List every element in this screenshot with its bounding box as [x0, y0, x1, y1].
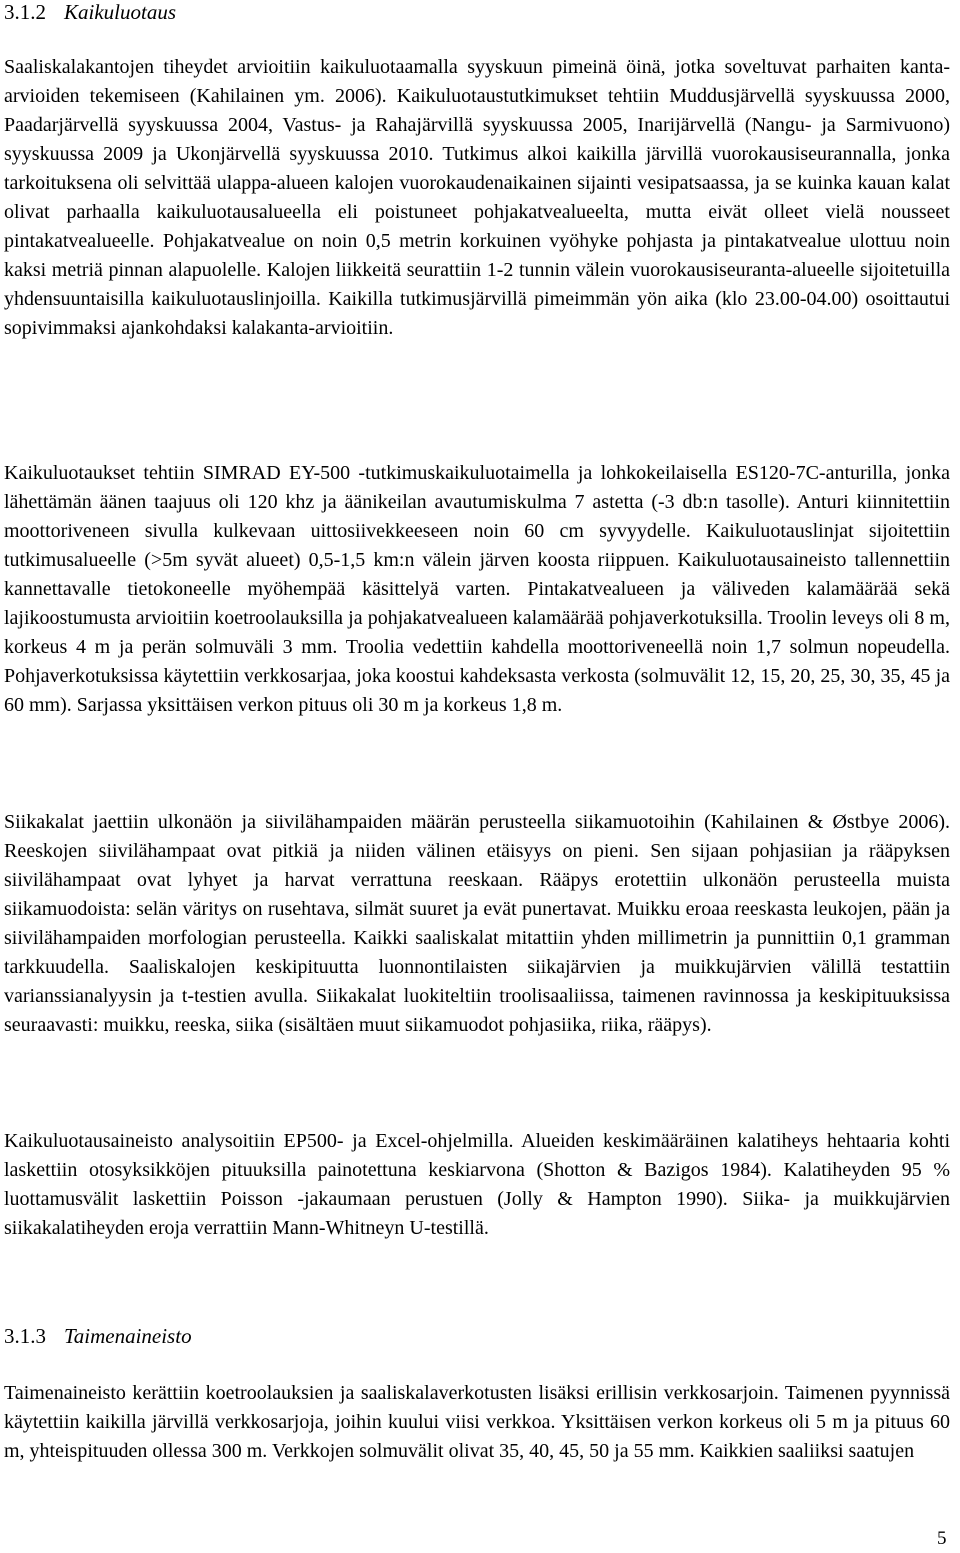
paragraph-density-estimation: Saaliskalakantojen tiheydet arvioitiin kaikuluotaamalla syyskuun pimeinä öinä, jotka soveltuvat parhaiten kanta-arvioiden tekemiseen (Kahilainen ym. 2006). Kaikuluotaustutkimukset tehtiin Muddusjärvellä syyskuussa 2000, Paadarjärvellä syyskuussa 2004, Vastus- ja Rahajärvillä syyskuussa 2005, Inarijärvellä (Nangu- ja Sarmivuono) syyskuussa 2009 ja Ukonjärvellä syyskuussa 2010. Tutkimus alkoi kaikilla järvillä vuorokausiseurannalla, jonka tarkoituksena oli selvittää ulappa-alueen kalojen vuorokaudenaikainen sijainti vesipatsaassa, ja se kuinka kauan kalat olivat parhaalla kaikuluotausalueella eli poistuneet pohjakatvealueelta, mutta eivät olleet vielä nousseet pintakatvealueelle. Pohjakatvealue on noin 0,5 metrin korkuinen vyöhyke pohjasta ja pintakatvealue ulottuu noin kaksi metriä pinnan alapuolelle. Kalojen liikkeitä seurattiin 1-2 tunnin välein vuorokausiseuranta-alueelle sijoitetuilla yhdensuuntaisilla kaikuluotauslinjoilla. Kaikilla tutkimusjärvillä pimeimmän yön aika (klo 23.00-04.00) osoittautui sopivimmaksi ajankohdaksi kalakanta-arvioitiin. — [4, 56, 950, 339]
paragraph-trout-sampling: Taimenaineisto kerättiin koetroolauksien ja saaliskalaverkotusten lisäksi erillisin verkkosarjoin. Taimenen pyynnissä käytettiin kaikilla järvillä verkkosarjoja, joihin kuului viisi verkkoa. Yksittäisen verkon korkeus oli 5 m ja pituus 60 m, yhteispituuden ollessa 300 m. Verkkojen solmuvälit olivat 35, 40, 45, 50 ja 55 mm. Kaikkien saaliiksi saatujen — [4, 1382, 950, 1462]
paragraph-whitefish-classification: Siikakalat jaettiin ulkonäön ja siivilähampaiden määrän perusteella siikamuotoihin (Kahilainen & Østbye 2006). Reeskojen siivilähampaat ovat pitkiä ja niiden välinen etäisyys on pieni. Sen sijaan pohjasiian ja rääpyksen siivilähampaat ovat lyhyet ja harvat verrattuna reeskaan. Rääpys erotettiin ulkonäön perusteella muista siikamuodoista: selän väritys on rusehtava, silmät suuret ja evät punertavat. Muikku eroaa reeskasta leukojen, pään ja siivilähampaiden morfologian perusteella. Kaikki saaliskalat mitattiin yhden millimetrin ja punnittiin 0,1 gramman tarkkuudella. Saaliskalojen keskipituutta luonnontilaisten siikajärvien ja muikkujärvien välillä testattiin varianssianalyysin ja t-testien avulla. Siikakalat luokiteltiin troolisaaliissa, taimenen ravinnossa ja keskipituuksissa seuraavasti: muikku, reeska, siika (sisältäen muut siikamuodot pohjasiika, riika, rääpys). — [4, 811, 950, 1036]
section-number: 3.1.3 — [4, 1324, 46, 1348]
section-title: Taimenaineisto — [64, 1324, 192, 1348]
paragraph-data-analysis: Kaikuluotausaineisto analysoitiin EP500- ja Excel-ohjelmilla. Alueiden keskimääräinen kalatiheys hehtaaria kohti laskettiin otosyksikköjen pituuksilla painotettuna keskiarvona (Shotton & Bazigos 1984). Kalatiheyden 95 % luottamusvälit laskettiin Poisson -jakaumaan perustuen (Jolly & Hampton 1990). Siika- ja muikkujärvien siikakalatiheyden eroja verrattiin Mann-Whitneyn U-testillä. — [4, 1130, 950, 1239]
paragraph-echosounder-equipment: Kaikuluotaukset tehtiin SIMRAD EY-500 -tutkimuskaikuluotaimella ja lohkokeilaisella ES120-7C-anturilla, jonka lähettämän äänen taajuus oli 120 khz ja äänikeilan avautumiskulma 7 astetta (-3 db:n tasolle). Anturi kiinnitettiin moottoriveneen sivulla kulkevaan uittosiivekkeeseen noin 60 cm syvyydelle. Kaikuluotauslinjat sijoitettiin tutkimusalueelle (>5m syvät alueet) 0,5-1,5 km:n välein järven koosta riippuen. Kaikuluotausaineisto tallennettiin kannettavalle tietokoneelle myöhempää käsittelyä varten. Pintakatvealueen ja väliveden kalamäärää sekä lajikoostumusta arvioitiin koetroolauksilla ja pohjakatvealueen kalamäärää pohjaverkotuksilla. Troolin leveys oli 8 m, korkeus 4 m ja perän solmuväli 3 mm. Troolia vedettiin kahdella moottoriveneellä noin 1,7 solmun nopeudella. Pohjaverkotuksissa käytettiin verkkosarjaa, joka koostui kahdeksasta verkosta (solmuvälit 12, 15, 20, 25, 30, 35, 45 ja 60 mm). Sarjassa yksittäisen verkon pituus oli 30 m ja korkeus 1,8 m. — [4, 462, 950, 716]
section-heading-kaikuluotaus — [4, 0, 176, 24]
section-heading-taimenaineisto — [4, 1324, 192, 1348]
page-number: 5 — [937, 1528, 947, 1549]
section-title: Kaikuluotaus — [64, 0, 177, 24]
section-number: 3.1.2 — [4, 0, 46, 24]
